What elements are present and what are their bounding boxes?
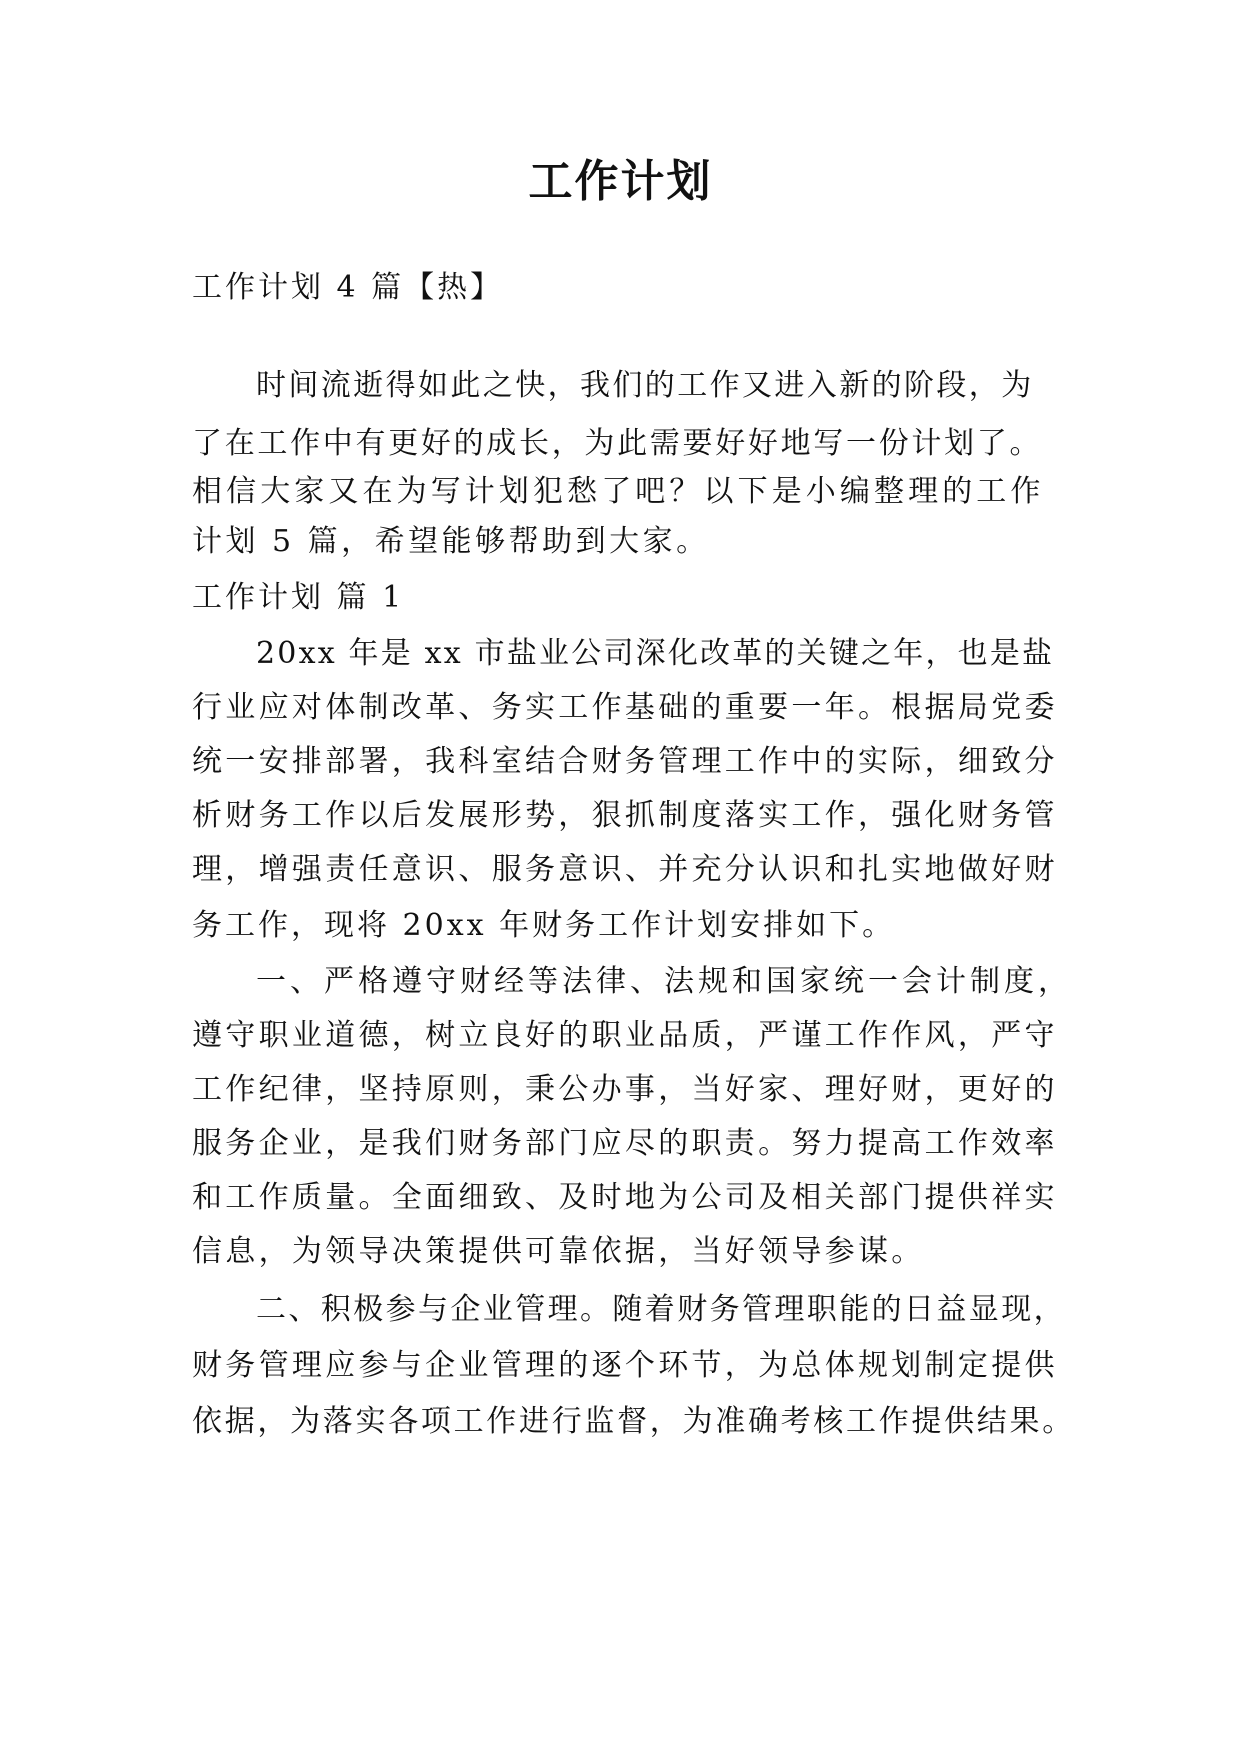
document-subtitle: 工作计划 4 篇【热】 bbox=[192, 270, 504, 305]
paragraph-line: 行业应对体制改革、务实工作基础的重要一年。根据局党委 bbox=[192, 690, 1058, 725]
intro-line: 计划 5 篇，希望能够帮助到大家。 bbox=[192, 524, 710, 559]
document-title: 工作计划 bbox=[528, 156, 713, 207]
paragraph-line: 析财务工作以后发展形势，狠抓制度落实工作，强化财务管 bbox=[192, 798, 1058, 833]
paragraph-line: 信息，为领导决策提供可靠依据，当好领导参谋。 bbox=[192, 1234, 925, 1269]
intro-line: 时间流逝得如此之快，我们的工作又进入新的阶段，为 bbox=[256, 368, 1034, 403]
paragraph-line: 遵守职业道德，树立良好的职业品质，严谨工作作风，严守 bbox=[192, 1018, 1058, 1053]
paragraph-line: 务工作，现将 20xx 年财务工作计划安排如下。 bbox=[192, 908, 896, 943]
section-heading: 工作计划 篇 1 bbox=[192, 580, 405, 615]
paragraph-line: 财务管理应参与企业管理的逐个环节，为总体规划制定提供 bbox=[192, 1348, 1058, 1383]
intro-line: 了在工作中有更好的成长，为此需要好好地写一份计划了。 bbox=[192, 426, 1043, 461]
paragraph-line: 工作纪律，坚持原则，秉公办事，当好家、理好财，更好的 bbox=[192, 1072, 1058, 1107]
intro-line: 相信大家又在为写计划犯愁了吧？以下是小编整理的工作 bbox=[192, 474, 1045, 509]
paragraph-line: 20xx 年是 xx 市盐业公司深化改革的关键之年，也是盐 bbox=[256, 636, 1055, 671]
paragraph-line: 和工作质量。全面细致、及时地为公司及相关部门提供祥实 bbox=[192, 1180, 1058, 1215]
paragraph-line: 一、严格遵守财经等法律、法规和国家统一会计制度， bbox=[256, 964, 1072, 999]
paragraph-line: 统一安排部署，我科室结合财务管理工作中的实际，细致分 bbox=[192, 744, 1058, 779]
paragraph-line: 依据，为落实各项工作进行监督，为准确考核工作提供结果。 bbox=[192, 1404, 1075, 1439]
paragraph-line: 二、积极参与企业管理。随着财务管理职能的日益显现， bbox=[256, 1292, 1066, 1327]
paragraph-line: 理，增强责任意识、服务意识、并充分认识和扎实地做好财 bbox=[192, 852, 1058, 887]
paragraph-line: 服务企业，是我们财务部门应尽的职责。努力提高工作效率 bbox=[192, 1126, 1058, 1161]
